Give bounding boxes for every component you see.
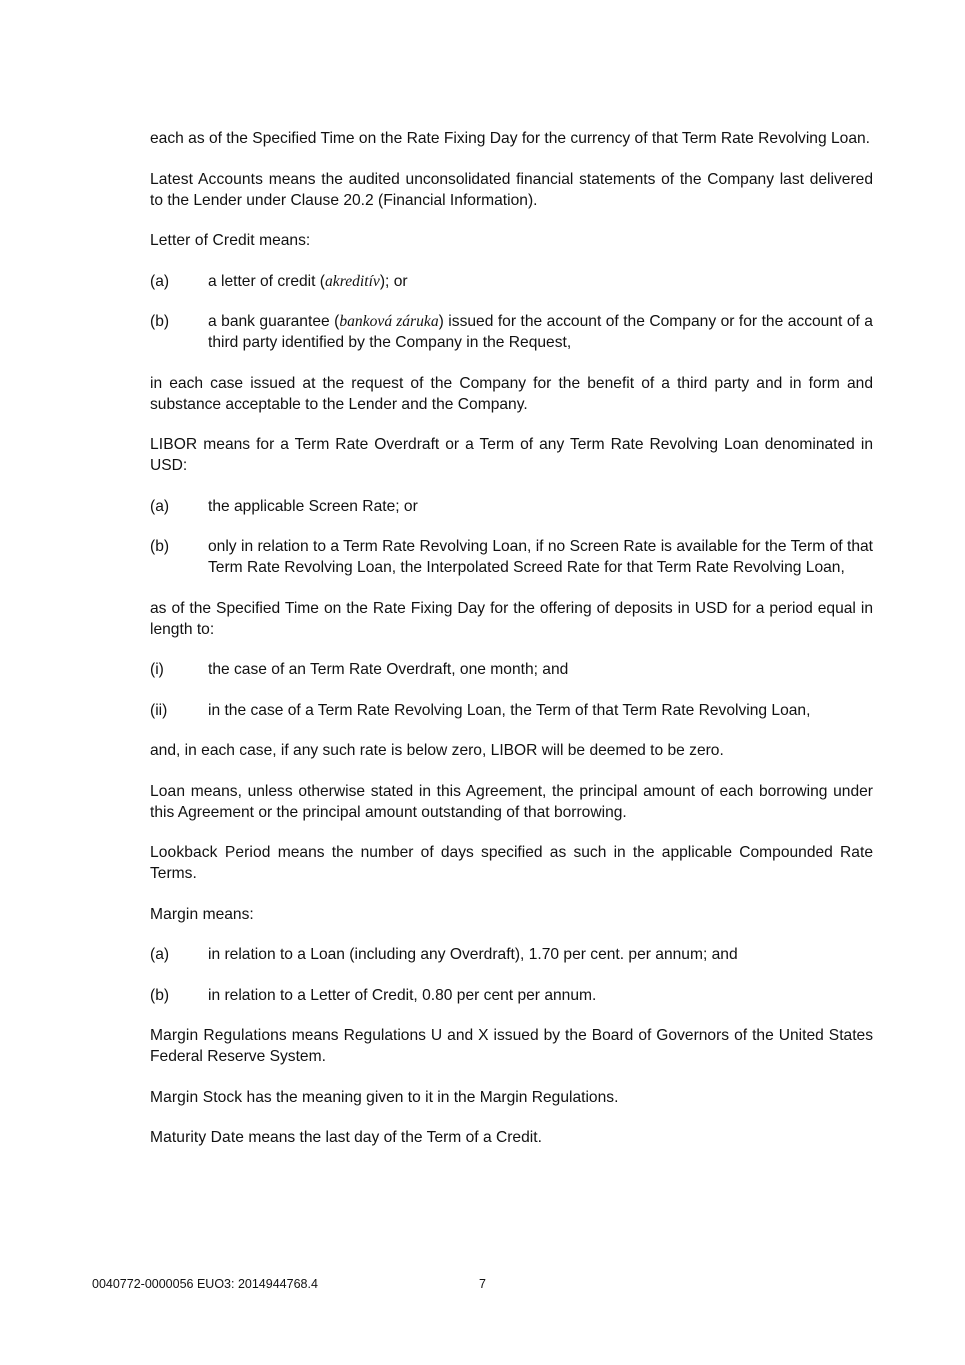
definition-text: means the number of days specified as such in the applicable Compounded Rate Terms. bbox=[150, 844, 873, 882]
continuation-paragraph: each as of the Specified Time on the Rate Fixing Day for the currency of that Term Rate Revolving Loan. bbox=[150, 130, 870, 147]
list-item bbox=[150, 536, 873, 578]
definition-margin-stock bbox=[150, 1087, 873, 1108]
item-label: (b) bbox=[150, 986, 170, 1004]
item-text: ) issued for the account of the Company or for the account of a third party identified by the Company in the Request, bbox=[208, 313, 873, 351]
definition-libor bbox=[150, 434, 873, 476]
defined-term: Letter of Credit bbox=[150, 232, 255, 249]
italic-term: akreditív bbox=[325, 272, 380, 290]
definition-loan bbox=[150, 781, 873, 823]
defined-term: Lookback Period bbox=[150, 844, 271, 861]
defined-term: Latest Accounts bbox=[150, 170, 263, 188]
defined-term: Margin bbox=[150, 905, 199, 923]
definition-text: means the last day of the Term of a Credit. bbox=[244, 1129, 542, 1146]
footer-page-number: 7 bbox=[479, 1277, 486, 1291]
definition-text: means the audited unconsolidated financial statements of the Company last delivered to the Lender under Clause 20.2 (Financial Information). bbox=[150, 170, 873, 209]
definition-latest-accounts bbox=[150, 169, 873, 211]
defined-term: Maturity Date bbox=[150, 1129, 245, 1146]
document-body bbox=[150, 128, 873, 1168]
item-text: the case of an Term Rate Overdraft, one month; and bbox=[208, 661, 569, 678]
list-item bbox=[150, 311, 873, 353]
definition-margin-regulations bbox=[150, 1025, 873, 1067]
definition-lookback-period bbox=[150, 842, 873, 884]
defined-term: Margin Regulations bbox=[150, 1027, 287, 1044]
list-item bbox=[150, 944, 873, 965]
item-text: in relation to a Loan (including any Overdraft), 1.70 per cent. per annum; and bbox=[208, 946, 738, 963]
item-text: a bank guarantee ( bbox=[208, 313, 340, 330]
list-item bbox=[150, 271, 873, 292]
item-text: a letter of credit ( bbox=[208, 272, 325, 290]
list-item bbox=[150, 659, 873, 680]
list-item bbox=[150, 496, 873, 517]
letter-of-credit-tail: in each case issued at the request of the Company for the benefit of a third party and in form and substance acceptable to the Lender and the Company. bbox=[150, 374, 873, 413]
definition-letter-of-credit bbox=[150, 230, 873, 251]
definition-text: means Regulations U and X issued by the Board of Governors of the United States Federal Reserve System. bbox=[150, 1027, 873, 1065]
item-text: ); or bbox=[379, 272, 408, 290]
item-text: the applicable Screen Rate; or bbox=[208, 497, 418, 515]
item-label: (a) bbox=[150, 946, 170, 963]
definition-text: means: bbox=[198, 905, 254, 923]
definition-text: means, unless otherwise stated in this Agreement, the principal amount of each borrowing under this Agreement or the principal amount outstanding of that borrowing. bbox=[150, 782, 873, 821]
definition-text: means: bbox=[254, 232, 311, 249]
libor-mid-paragraph: as of the Specified Time on the Rate Fixing Day for the offering of deposits in USD for a period equal in length to: bbox=[150, 599, 873, 638]
list-item bbox=[150, 985, 873, 1006]
definition-margin bbox=[150, 904, 873, 925]
footer-document-reference: 0040772-0000056 EUO3: 2014944768.4 bbox=[92, 1277, 318, 1291]
italic-term: banková záruka bbox=[339, 313, 439, 330]
item-text: only in relation to a Term Rate Revolving Loan, if no Screen Rate is available for the Term of that Term Rate Revolving Loan, the Interpolated Screed Rate for that Term Rate Revolving Loan, bbox=[208, 538, 873, 576]
defined-term: Loan bbox=[150, 782, 186, 800]
item-label: (a) bbox=[150, 497, 170, 515]
item-label: (a) bbox=[150, 272, 170, 290]
defined-term: LIBOR bbox=[150, 436, 198, 453]
item-text: in the case of a Term Rate Revolving Loan, the Term of that Term Rate Revolving Loan, bbox=[208, 701, 811, 719]
item-label: (b) bbox=[150, 313, 170, 330]
definition-maturity-date bbox=[150, 1127, 873, 1148]
item-label: (b) bbox=[150, 538, 170, 555]
definition-text: means for a Term Rate Overdraft or a Term of any Term Rate Revolving Loan denominated in USD: bbox=[150, 436, 873, 474]
item-label: (ii) bbox=[150, 701, 168, 719]
list-item bbox=[150, 700, 873, 721]
item-label: (i) bbox=[150, 661, 164, 678]
item-text: in relation to a Letter of Credit, 0.80 per cent per annum. bbox=[208, 986, 597, 1004]
definition-text: has the meaning given to it in the Margin Regulations. bbox=[242, 1088, 619, 1106]
libor-tail: and, in each case, if any such rate is below zero, LIBOR will be deemed to be zero. bbox=[150, 742, 724, 759]
defined-term: Margin Stock bbox=[150, 1088, 243, 1106]
